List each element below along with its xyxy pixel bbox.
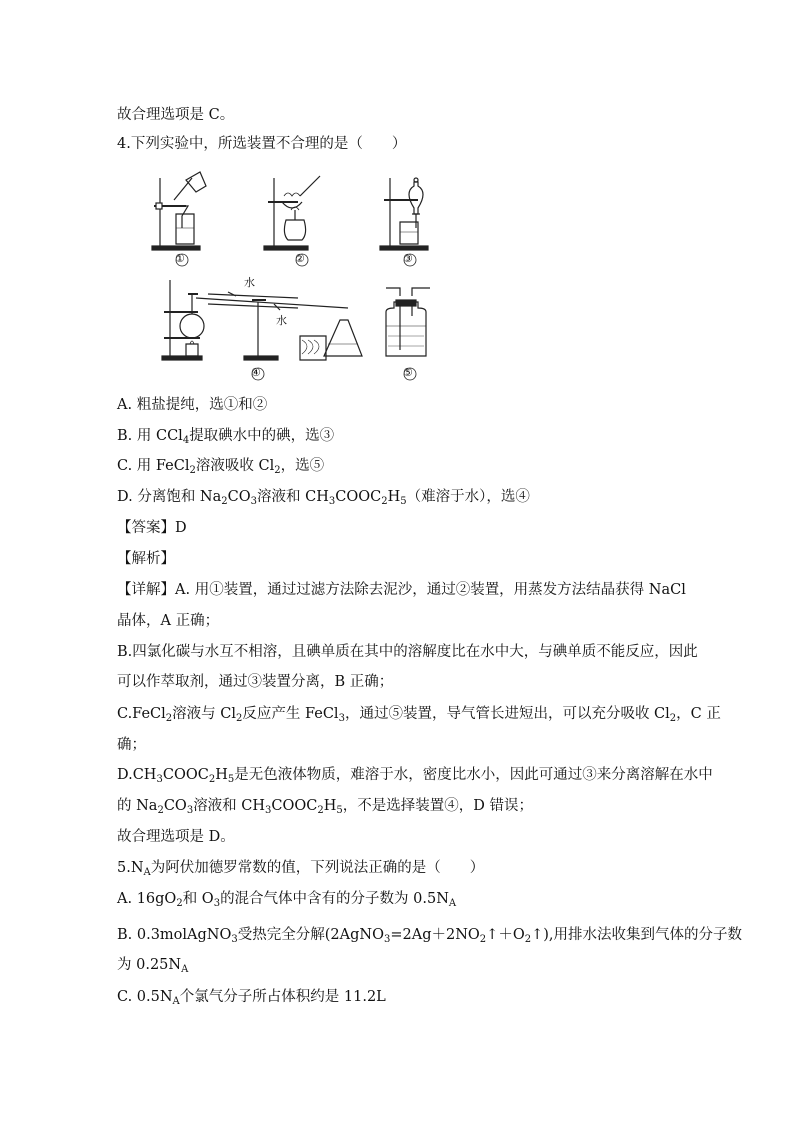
apparatus-5-gas-washing-bottle: [386, 288, 430, 356]
label-2: ②: [295, 252, 305, 265]
q4-detail-a-line1: 【详解】A. 用①装置，通过过滤方法除去泥沙，通过②装置，用蒸发方法结晶获得 NaCl: [117, 582, 686, 598]
label-4: ④: [251, 366, 261, 379]
apparatus-figure: [148, 170, 448, 385]
q4-conclusion: 故合理选项是 D。: [117, 829, 235, 845]
apparatus-1-filtration: [152, 172, 206, 250]
q3-conclusion: 故合理选项是 C。: [117, 107, 235, 123]
q4-detail-d-line2: 的 $Na_2CO_3$溶液和 $CH_3COOC_2H_5$，不是选择装置④，D 错误；: [117, 798, 534, 816]
q4-detail-b-line1: B.四氯化碳与水互不相溶，且碘单质在其中的溶解度比在水中大，与碘单质不能反应，因此: [117, 644, 698, 660]
water-out-label: 水: [276, 314, 287, 327]
q5-option-c: C. $0.5N_A$个氯气分子所占体积约是 11.2L: [117, 989, 386, 1007]
q4-option-b: B. 用 CCl$_4$提取碘水中的碘，选③: [117, 428, 335, 446]
q4-detail-c-line2: 确；: [117, 737, 146, 753]
label-1: ①: [175, 252, 185, 265]
q4-analysis-title: 【解析】: [117, 551, 175, 567]
apparatus-4-distillation: [162, 280, 362, 360]
q5-option-a: A. $16gO_2$和 $O_3$的混合气体中含有的分子数为 $0.5N_A$: [117, 891, 457, 909]
q5-option-b-line2: 为 $0.25N_A$: [117, 957, 189, 975]
q4-detail-c-line1: C.FeCl$_2$溶液与 $Cl_2$反应产生 FeCl$_3$，通过⑤装置，导气管长进短出，可以充分吸收 $Cl_2$，C 正: [117, 706, 721, 724]
apparatus-2-evaporation: [264, 176, 320, 250]
label-3: ③: [403, 252, 413, 265]
q4-detail-d-line1: $D.CH_3COOC_2H_5$是无色液体物质，难溶于水，密度比水小，因此可通过③来分离溶解在水中: [117, 767, 713, 785]
apparatus-3-separatory-funnel: [380, 178, 428, 250]
q4-stem: 4.下列实验中，所选装置不合理的是（ ）: [117, 136, 407, 152]
q4-option-a: A. 粗盐提纯，选①和②: [117, 397, 268, 413]
q4-detail-a-line2: 晶体，A 正确；: [117, 613, 220, 629]
label-5: ⑤: [403, 366, 413, 379]
water-in-label: 水: [244, 276, 255, 289]
q4-detail-b-line2: 可以作萃取剂，通过③装置分离，B 正确；: [117, 674, 394, 690]
q5-option-b-line1: B. 0.3molAgNO$_3$受热完全分解$(2AgNO_3=2Ag+2NO_2↑+O_2↑)$,用排水法收集到气体的分子数: [117, 927, 743, 945]
q4-option-c: C. 用 FeCl$_2$溶液吸收 $Cl_2$，选⑤: [117, 458, 325, 476]
q5-stem: $5.N_A$为阿伏加德罗常数的值，下列说法正确的是（ ）: [117, 860, 485, 878]
q4-option-d: D. 分离饱和 $Na_2CO_3$溶液和 $CH_3COOC_2H_5$（难溶于水），选④: [117, 489, 530, 507]
q4-answer: 【答案】D: [117, 520, 187, 536]
